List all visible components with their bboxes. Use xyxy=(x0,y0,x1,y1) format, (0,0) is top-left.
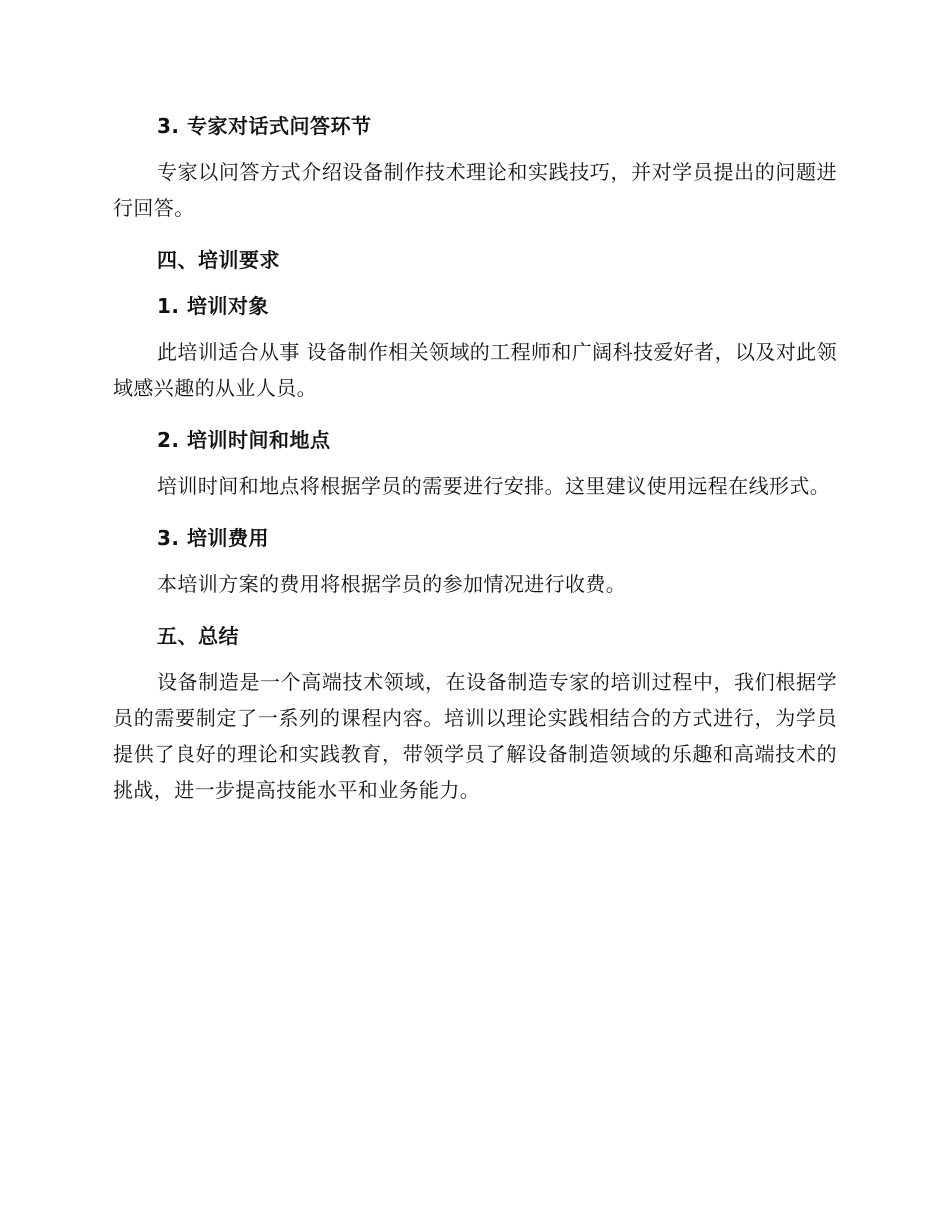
document-content xyxy=(113,108,837,808)
paragraph-training-target: 此培训适合从事 设备制作相关领域的工程师和广阔科技爱好者，以及对此领域感兴趣的从业人员。 xyxy=(113,340,837,400)
part-heading-summary: 五、总结 xyxy=(157,624,239,648)
paragraph-training-fee: 本培训方案的费用将根据学员的参加情况进行收费。 xyxy=(157,572,627,596)
paragraph-expert-qa: 专家以问答方式介绍设备制作技术理论和实践技巧，并对学员提出的问题进行回答。 xyxy=(113,160,837,220)
section-heading-training-target: 1. 培训对象 xyxy=(157,294,269,318)
part-heading-training-requirements: 四、培训要求 xyxy=(157,248,280,272)
section-heading-training-time-place: 2. 培训时间和地点 xyxy=(157,428,331,452)
section-heading-training-fee: 3. 培训费用 xyxy=(157,526,269,550)
paragraph-summary: 设备制造是一个高端技术领域，在设备制造专家的培训过程中，我们根据学员的需要制定了一系列的课程内容。培训以理论实践相结合的方式进行，为学员提供了良好的理论和实践教育，带领学员了解设备制造领域的乐趣和高端技术的挑战，进一步提高技能水平和业务能力。 xyxy=(113,670,837,802)
section-heading-expert-qa: 3. 专家对话式问答环节 xyxy=(157,114,372,138)
paragraph-training-time-place: 培训时间和地点将根据学员的需要进行安排。这里建议使用远程在线形式。 xyxy=(157,474,831,498)
